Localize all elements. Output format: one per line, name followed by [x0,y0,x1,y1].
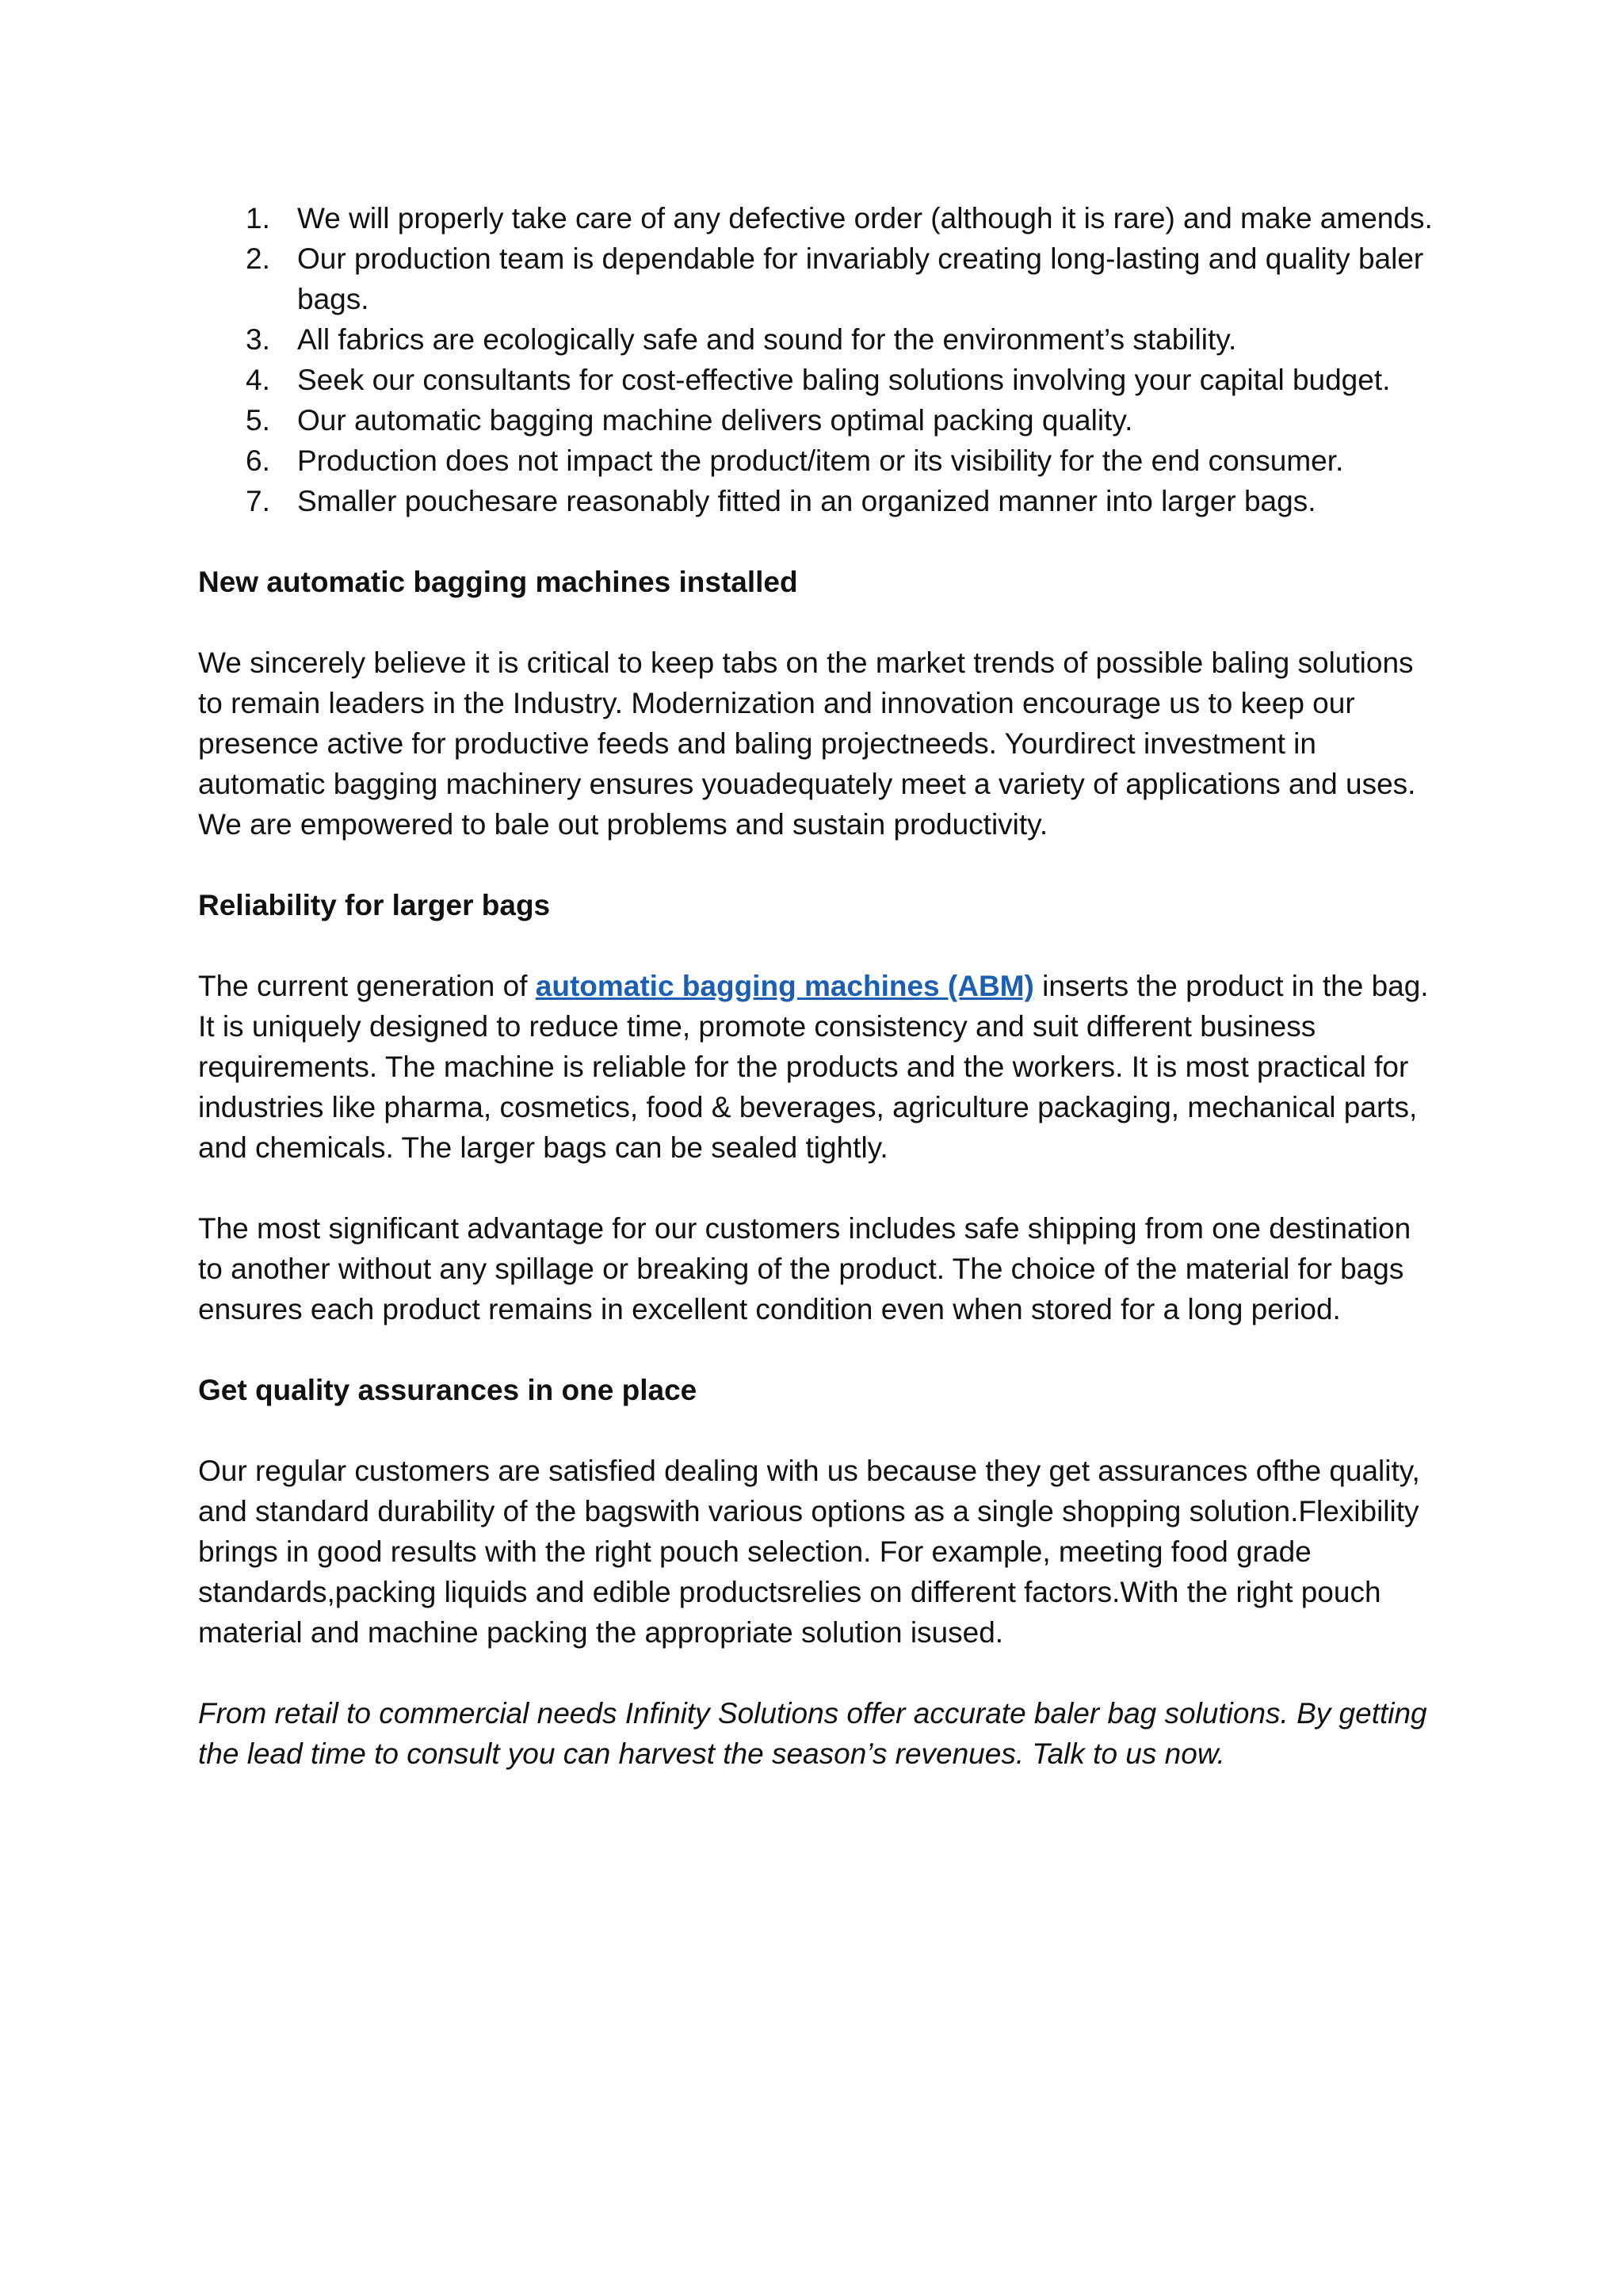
paragraph-text: inserts the product in the bag. It is uniquely designed to reduce time, promote consistency and suit different business requirements. The machine is reliable for the products and the workers. It is most practical for industries like pharma, cosmetics, food & beverages, agriculture packaging, mechanical parts, and chemicals. The larger bags can be sealed tightly. [198,970,1429,1164]
section-heading-quality: Get quality assurances in one place [198,1374,697,1406]
document-body [198,198,1434,1814]
list-item-number: 6. [246,444,270,477]
list-item [198,441,1434,481]
section-heading-reliability: Reliability for larger bags [198,889,551,921]
paragraph-advantage: The most significant advantage for our customers includes safe shipping from one destination to another without any spillage or breaking of the product. The choice of the material for bags ensures each product remains in excellent condition even when stored for a long period. [198,1212,1411,1325]
list-item-number: 4. [246,364,270,396]
list-item-number: 3. [246,323,270,356]
list-item-text: Production does not impact the product/item or its visibility for the end consumer. [297,444,1344,477]
list-item-text: All fabrics are ecologically safe and sound for the environment’s stability. [297,323,1237,356]
list-item-text: We will properly take care of any defective order (although it is rare) and make amends. [297,202,1433,235]
list-item [198,198,1434,238]
list-item-text: Our automatic bagging machine delivers optimal packing quality. [297,404,1133,437]
list-item-number: 7. [246,485,270,517]
list-item [198,360,1434,400]
list-item [198,238,1434,319]
list-item-number: 5. [246,404,270,437]
closing-statement: From retail to commercial needs Infinity Solutions offer accurate baler bag solutions. By getting the lead time to consult you can harvest the season’s revenues. Talk to us now. [198,1697,1427,1770]
paragraph-reliability [198,966,1434,1168]
list-item [198,481,1434,521]
paragraph-new-machines: We sincerely believe it is critical to keep tabs on the market trends of possible baling solutions to remain leaders in the Industry. Modernization and innovation encourage us to keep our presence active for productive feeds and baling projectneeds. Yourdirect investment in automatic bagging machinery ensures youadequately meet a variety of applications and uses. We are empowered to bale out problems and sustain productivity. [198,646,1416,841]
section-heading-new-machines: New automatic bagging machines installed [198,566,798,598]
abm-link[interactable]: automatic bagging machines (ABM) [535,970,1034,1002]
list-item [198,319,1434,360]
list-item-text: Our production team is dependable for invariably creating long-lasting and quality baler bags. [297,242,1424,315]
list-item-text: Seek our consultants for cost-effective baling solutions involving your capital budget. [297,364,1391,396]
list-item-number: 2. [246,242,270,275]
numbered-list [198,198,1434,521]
list-item-text: Smaller pouchesare reasonably fitted in an organized manner into larger bags. [297,485,1316,517]
paragraph-text: The current generation of [198,970,536,1002]
paragraph-quality: Our regular customers are satisfied dealing with us because they get assurances ofthe quality, and standard durability of the bagswith various options as a single shopping solution.Flexibility brings in good results with the right pouch selection. For example, meeting food grade standards,packing liquids and edible productsrelies on different factors.With the right pouch material and machine packing the appropriate solution isused. [198,1455,1420,1649]
list-item-number: 1. [246,202,270,235]
list-item [198,400,1434,441]
